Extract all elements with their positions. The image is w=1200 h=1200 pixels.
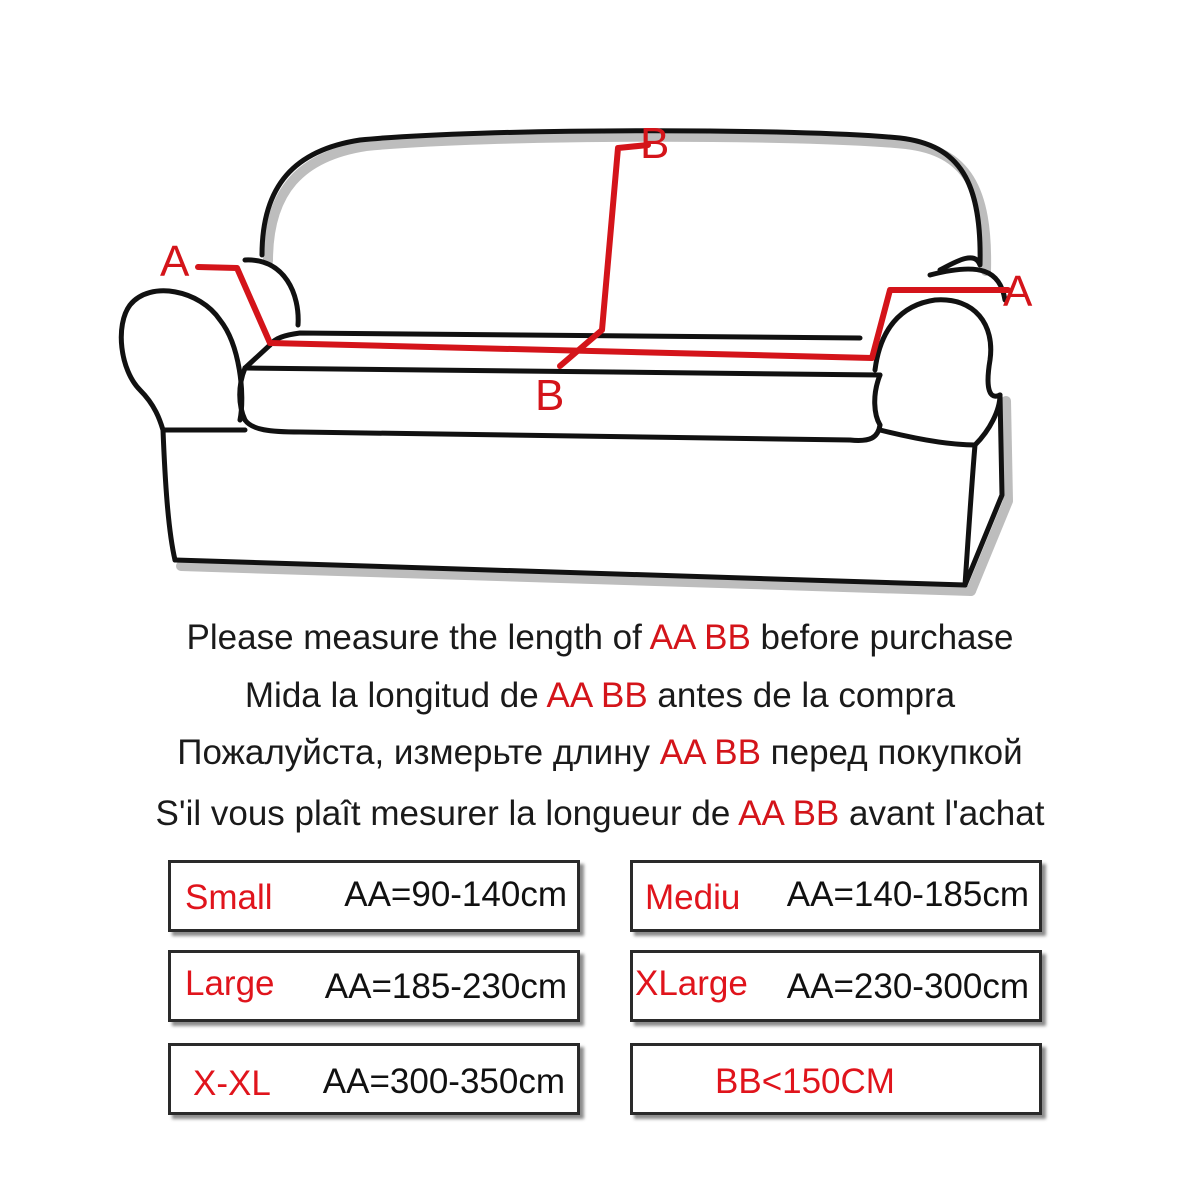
label-b-bottom: B: [535, 371, 565, 420]
size-name: XLarge: [635, 964, 748, 1003]
size-name: Small: [185, 878, 273, 917]
instruction-text: Пожалуйста, измерьте длину: [177, 733, 660, 772]
size-box-x-xl: [168, 1043, 580, 1115]
size-range: AA=140-185cm: [786, 875, 1029, 914]
size-box-medium: [630, 860, 1042, 932]
size-box-small: [168, 860, 580, 932]
size-box-large: [168, 950, 580, 1022]
measure-line-b-vertical: [560, 145, 648, 366]
size-name: Large: [185, 964, 275, 1003]
instruction-highlight: AA BB: [546, 676, 648, 715]
instruction-text: avant l'achat: [839, 794, 1045, 833]
instruction-text: Please measure the length of: [186, 618, 650, 657]
instruction-spanish: [0, 676, 1200, 716]
size-range: AA=185-230cm: [324, 967, 567, 1006]
instruction-text: Mida la longitud de: [244, 676, 547, 715]
instruction-english: [0, 618, 1200, 658]
label-b-top: B: [640, 119, 670, 168]
instruction-russian: [0, 733, 1200, 773]
sofa-shadow: [181, 137, 1008, 591]
instruction-highlight: AA BB: [659, 733, 761, 772]
instruction-text: before purchase: [750, 618, 1014, 657]
instruction-highlight: AA BB: [649, 618, 751, 657]
size-range: AA=230-300cm: [786, 967, 1029, 1006]
size-box-bb: [630, 1043, 1042, 1115]
instruction-text: antes de la compra: [647, 676, 956, 715]
instruction-text: перед покупкой: [760, 733, 1023, 772]
instruction-french: [0, 794, 1200, 834]
instruction-highlight: AA BB: [738, 794, 840, 833]
label-a-left: A: [160, 237, 190, 286]
size-name: BB<150CM: [715, 1062, 895, 1101]
size-name: X-XL: [193, 1064, 271, 1103]
instruction-text: S'il vous plaît mesurer la longueur de: [155, 794, 739, 833]
size-range: AA=300-350cm: [322, 1062, 565, 1101]
size-box-xlarge: [630, 950, 1042, 1022]
size-name: Mediu: [645, 878, 741, 917]
size-range: AA=90-140cm: [344, 875, 567, 914]
label-a-right: A: [1003, 267, 1033, 316]
